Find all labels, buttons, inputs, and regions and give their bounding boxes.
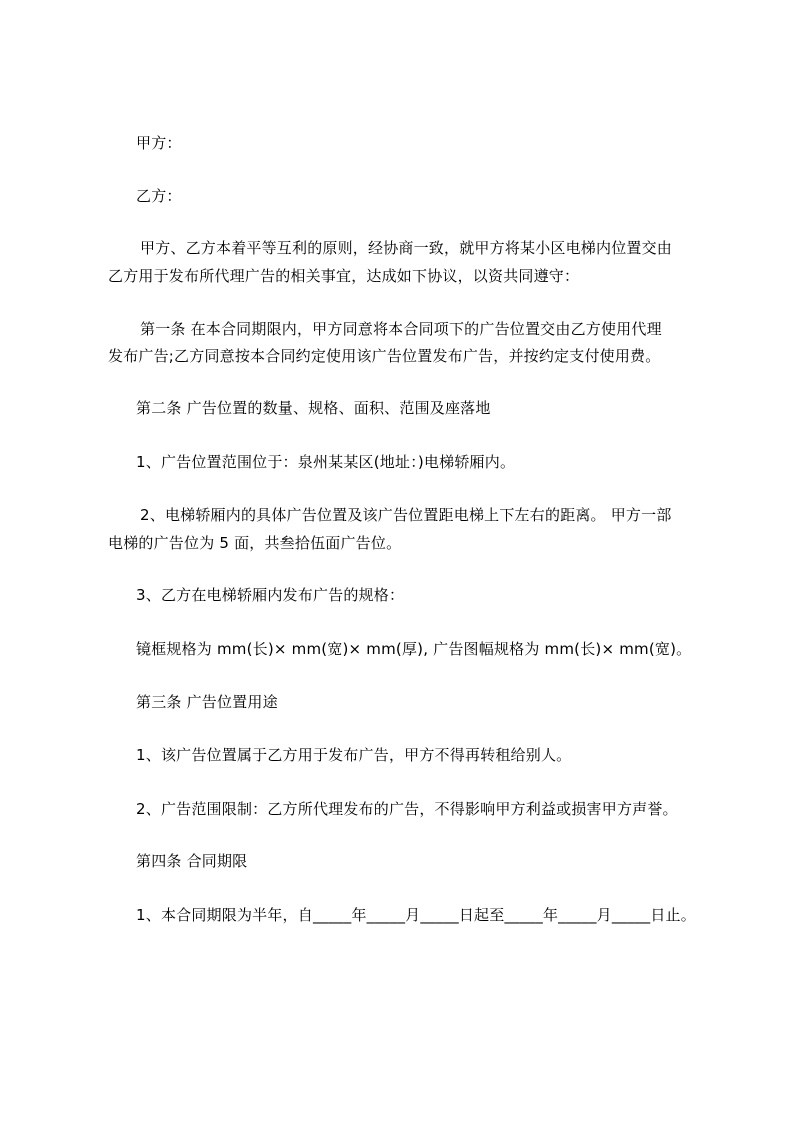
article-4-title: 第四条 合同期限 [136, 852, 248, 870]
article-2-spec: 镜框规格为 mm(长)× mm(宽)× mm(厚), 广告图幅规格为 mm(长)× mm(宽)。 [136, 640, 692, 658]
intro-paragraph-line-1: 甲方、乙方本着平等互利的原则，经协商一致，就甲方将某小区电梯内位置交由 [140, 239, 673, 257]
article-2-title: 第二条 广告位置的数量、规格、面积、范围及座落地 [136, 399, 491, 417]
article-2-item-2-line-2: 电梯的广告位为 5 面，共叁拾伍面广告位。 [108, 534, 402, 552]
article-1-line-2: 发布广告;乙方同意按本合同约定使用该广告位置发布广告，并按约定支付使用费。 [108, 347, 661, 365]
article-2-item-3: 3、乙方在电梯轿厢内发布广告的规格： [136, 586, 405, 604]
article-2-item-1: 1、广告位置范围位于：泉州某某区(地址：)电梯轿厢内。 [136, 453, 516, 471]
article-2-item-2-line-1: 2、电梯轿厢内的具体广告位置及该广告位置距电梯上下左右的距离。 甲方一部 [140, 506, 672, 524]
party-b-label: 乙方： [136, 187, 182, 205]
article-3-title: 第三条 广告位置用途 [136, 693, 278, 711]
article-3-item-1: 1、该广告位置属于乙方用于发布广告，甲方不得再转租给别人。 [136, 746, 572, 764]
article-1-line-1: 第一条 在本合同期限内，甲方同意将本合同项下的广告位置交由乙方使用代理 [140, 320, 662, 338]
article-4-item-1: 1、本合同期限为半年，自_____年_____月_____日起至_____年_____月_____日止。 [136, 906, 696, 924]
party-a-label: 甲方： [136, 134, 182, 152]
article-3-item-2: 2、广告范围限制：乙方所代理发布的广告，不得影响甲方利益或损害甲方声誉。 [136, 800, 678, 818]
intro-paragraph-line-2: 乙方用于发布所代理广告的相关事宜，达成如下协议，以资共同遵守： [108, 267, 580, 285]
